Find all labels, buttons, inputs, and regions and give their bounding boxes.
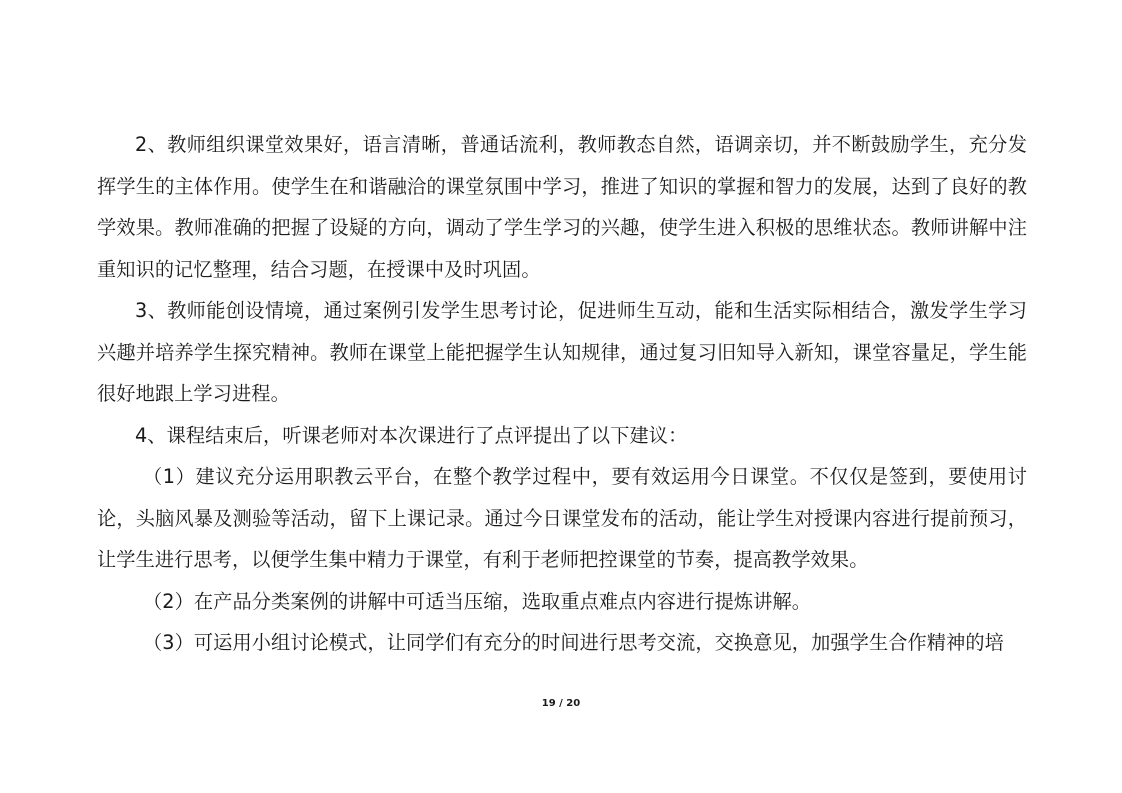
paragraph-3: 3、教师能创设情境，通过案例引发学生思考讨论，促进师生互动，能和生活实际相结合，激发学生学习兴趣并培养学生探究精神。教师在课堂上能把握学生认知规律，通过复习旧知导入新知，课堂容量足，学生能很好地跟上学习进程。 <box>97 299 1027 405</box>
paragraph-2: 2、教师组织课堂效果好，语言清晰，普通话流利，教师教态自然，语调亲切，并不断鼓励学生，充分发挥学生的主体作用。使学生在和谐融洽的课堂氛围中学习，推进了知识的掌握和智力的发展，达到了良好的教学效果。教师准确的把握了设疑的方向，调动了学生学习的兴趣，使学生进入积极的思维状态。教师讲解中注重知识的记忆整理，结合习题，在授课中及时巩固。 <box>97 133 1027 281</box>
suggestion-2: （2）在产品分类案例的讲解中可适当压缩，选取重点难点内容进行提炼讲解。 <box>143 589 812 613</box>
page-number: 19 / 20 <box>541 698 581 709</box>
document-body <box>97 124 1027 664</box>
paragraph-4: 4、课程结束后，听课老师对本次课进行了点评提出了以下建议： <box>135 423 688 447</box>
suggestion-3: （3）可运用小组讨论模式，让同学们有充分的时间进行思考交流，交换意见，加强学生合作精神的培 <box>143 631 1004 654</box>
suggestion-1: （1）建议充分运用职教云平台，在整个教学过程中，要有效运用今日课堂。不仅仅是签到，要使用讨论，头脑风暴及测验等活动，留下上课记录。通过今日课堂发布的活动，能让学生对授课内容进行提前预习，让学生进行思考，以便学生集中精力于课堂，有利于老师把控课堂的节奏，提高教学效果。 <box>97 465 1027 571</box>
